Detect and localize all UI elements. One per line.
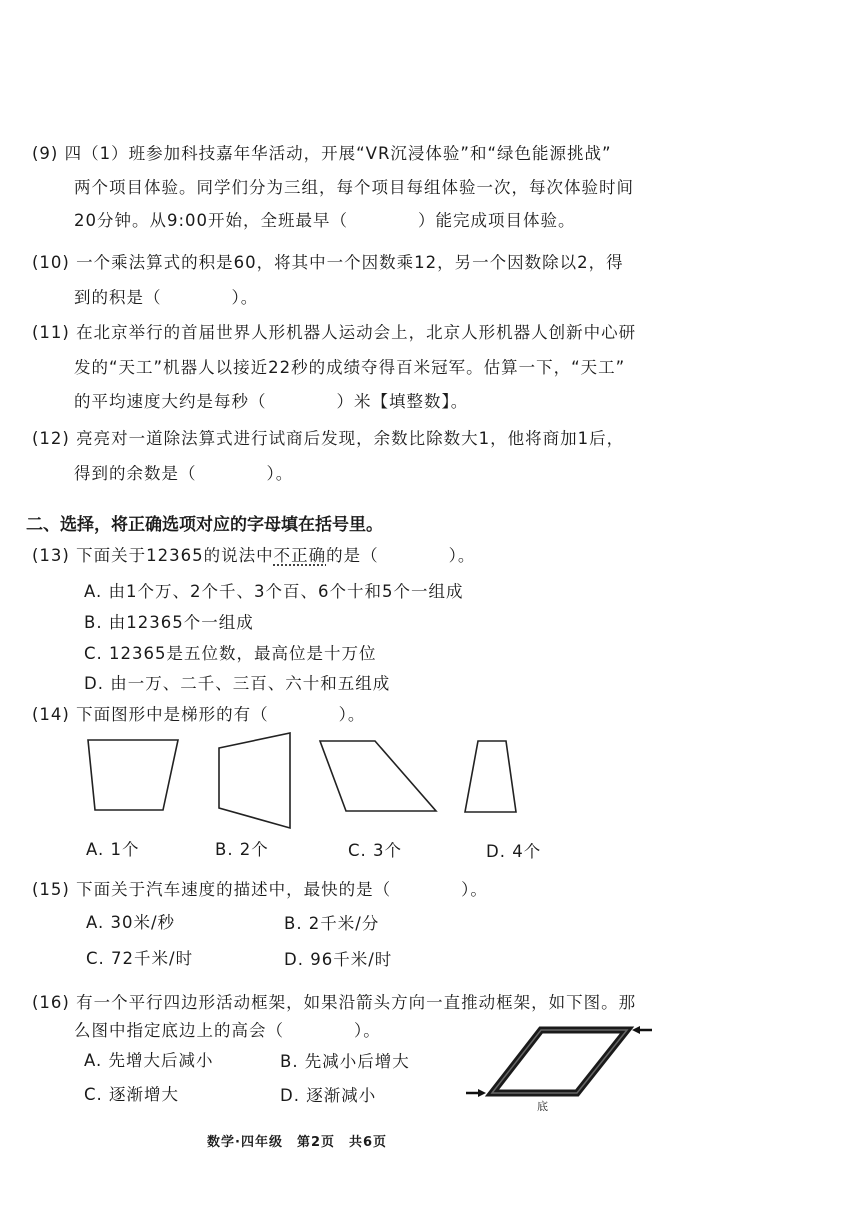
q11-line-2: 发的“天工”机器人以接近22秒的成绩夺得百米冠军。估算一下，“天工” (74, 358, 626, 377)
q16-option-a: A. 先增大后减小 (84, 1051, 214, 1070)
q14-option-c: C. 3个 (348, 841, 403, 860)
q16-option-d: D. 逐渐减小 (280, 1086, 377, 1105)
q15-option-d: D. 96千米/时 (284, 950, 393, 969)
q16-base-label: 底 (537, 1100, 548, 1113)
q16-option-b: B. 先减小后增大 (280, 1052, 410, 1071)
section-2-heading: 二、选择，将正确选项对应的字母填在括号里。 (26, 515, 383, 535)
q15-option-a: A. 30米/秒 (86, 913, 176, 932)
q14-option-a: A. 1个 (86, 840, 140, 859)
q13-option-c: C. 12365是五位数，最高位是十万位 (84, 644, 377, 663)
q11-line-3: 的平均速度大约是每秒（ ）米【填整数】。 (74, 392, 469, 411)
q13-stem-post: 的是（ ）。 (326, 546, 476, 565)
q13-stem-pre: (13) 下面关于12365的说法中 (32, 546, 274, 565)
q12-line-1: (12) 亮亮对一道除法算式进行试商后发现，余数比除数大1，他将商加1后， (32, 429, 625, 448)
q10-line-2: 到的积是（ ）。 (74, 288, 259, 307)
q15-option-c: C. 72千米/时 (86, 949, 194, 968)
q13-stem-emphasis: 不正确 (273, 546, 327, 565)
q14-stem: (14) 下面图形中是梯形的有（ ）。 (32, 705, 366, 724)
q16-option-c: C. 逐渐增大 (84, 1085, 180, 1104)
q9-line-1: (9) 四（1）班参加科技嘉年华活动，开展“VR沉浸体验”和“绿色能源挑战” (32, 144, 612, 163)
q9-line-2: 两个项目体验。同学们分为三组，每个项目每组体验一次，每次体验时间 (74, 178, 634, 197)
page-footer: 数学·四年级 第2页 共6页 (207, 1135, 388, 1150)
q13-option-d: D. 由一万、二千、三百、六十和五组成 (84, 674, 391, 693)
q14-option-b: B. 2个 (215, 840, 269, 859)
q16-line-1: (16) 有一个平行四边形活动框架，如果沿箭头方向一直推动框架，如下图。那 (32, 993, 637, 1012)
q13-option-b: B. 由12365个一组成 (84, 613, 254, 632)
q15-option-b: B. 2千米/分 (284, 914, 380, 933)
q9-line-3: 20分钟。从9:00开始，全班最早（ ）能完成项目体验。 (74, 211, 576, 230)
q16-line-2: 么图中指定底边上的高会（ ）。 (74, 1021, 381, 1040)
q16-parallelogram-frame (492, 1030, 627, 1093)
q14-option-d: D. 4个 (486, 842, 542, 861)
left-push-arrow-icon (466, 1089, 486, 1097)
q13-option-a: A. 由1个万、2个千、3个百、6个十和5个一组成 (84, 582, 464, 601)
q12-line-2: 得到的余数是（ ）。 (74, 464, 294, 483)
q11-line-1: (11) 在北京举行的首届世界人形机器人运动会上，北京人形机器人创新中心研 (32, 323, 637, 342)
q10-line-1: (10) 一个乘法算式的积是60，将其中一个因数乘12，另一个因数除以2，得 (32, 253, 624, 272)
right-push-arrow-icon (632, 1026, 652, 1034)
q15-stem: (15) 下面关于汽车速度的描述中，最快的是（ ）。 (32, 880, 488, 899)
